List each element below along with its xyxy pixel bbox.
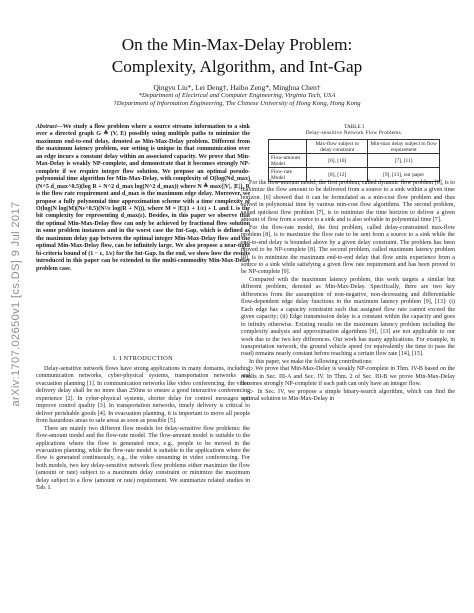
table-cell: Flow-amount Model (269, 154, 307, 168)
abstract-lead: Abstract (36, 124, 57, 130)
table-cell: [7], [11] (368, 154, 440, 168)
contribution-item: ▷ We prove that Min-Max-Delay is weakly NP-complete in Thm. IV-B based on the results in Sec. III-A and Sec. IV. In Thm. 2 of Sec. III-B we prove Min-Max-Delay becomes strongly NP-complete if each path can only have an integer flow. (241, 366, 455, 388)
right-paragraph-4: In this paper, we make the following contributions: (249, 358, 373, 365)
author-list: Qingyu Liu*, Lei Deng†, Haibo Zeng*, Minghua Chen† (153, 83, 321, 92)
abstract-text: —We study a flow problem where a source streams information to a sink over a directed graph G ≜ (V, E) possibly using multiple paths to minimize the maximum end-to-end delay, denoted as Min-Max-Delay problem. Different from the maximum latency problem, our setting is unique in that communication over an edge incurs a constant delay within an associated capacity. We prove that Min-Max-Delay is weakly NP-complete, and demonstrate that it becomes strongly NP-complete if we require integer flow solution. We propose an optimal pseudo-polynomial time algorithm for Min-Max-Delay, with complexity of O(log(Nd_max)(N^5 d_max^0.5)(log R + N^2 d_max log(N^2 d_max)) where N ≜ max{|V|, |E|}, R is the flow rate requirement and d_max is the maximum edge delay. Moreover, we propose a fully polynomial time approximation scheme with a time complexity of O(log(N log(M)(Nε^0.5)(N²/ε log(R + N))), where M = |E|(1 + 1/ε) + L and L is the bit complexity for representing d_max(ε). Besides, in this paper we observe that the optimal Min-Max-Delay flow can only be achieved by fractional flow solution in some problem instances and in the worst case the Int-Gap, which is defined as the maximum delay gap between the optimal integer Min-Max-Delay flow and the optimal Min-Max-Delay flow, can be infinitely large. We also propose a near-tight bi-criteria bound of (1 − ε, 1/ε) for the Int-Gap. In the end, we show how the results introduced in this paper can be extended to the multi-commodity Min-Max-Delay problem case. (36, 124, 250, 272)
table-cell: [9], [13], our paper (368, 168, 440, 182)
paper-title-line-1: On the Min-Max-Delay Problem: (121, 35, 353, 54)
arxiv-id: arXiv:1707.02650v1 [cs.DS] 9 Jul 2017 (10, 201, 22, 407)
table-cell: [6], [10] (307, 154, 368, 168)
affiliation-1: *Department of Electrical and Computer Engineering, Virginia Tech, USA (138, 92, 336, 99)
contribution-list (241, 366, 455, 403)
flow-problems-table (268, 139, 440, 182)
affiliation-2: †Department of Information Engineering, The Chinese University of Hong Kong, Hong Kong (113, 100, 361, 107)
table-header-cell: Min-max delay subject to flow requirement (368, 140, 440, 154)
introduction-body (36, 366, 250, 493)
table-header-cell (269, 140, 307, 154)
intro-paragraph-2: There are mainly two different flow models for delay-sensitive flow problems: the flow-amount model and the flow-rate model. The flow-amount model is suitable to the applications where the flow is generated once, e.g., people to be moved in the evacuation planning, while the flow-rate model is suitable to the applications where the flow is generated continuously, e.g., the video streaming in video conferencing. For both models, two key delay-sensitive network flow problems either maximize the flow (amount or rate) subject to a maximum delay constraint or minimize the maximum delay subject to a flow (amount or rate) requirement. We summarize related studies in Tab. I. (36, 425, 250, 492)
section-heading-introduction: I. I NTRODUCTION (112, 355, 173, 362)
paper-title-line-2: Complexity, Algorithm, and Int-Gap (111, 57, 363, 76)
abstract (36, 124, 250, 273)
table-header-row (269, 140, 440, 154)
table-caption-text: Delay-sensitive Network Flow Problems. (305, 130, 403, 136)
table-row (269, 154, 440, 168)
contribution-item: ▷ In Sec. IV, we propose a simple binary-search algorithm, which can find the optimal solution to Min-Max-Delay in (241, 388, 455, 403)
right-column-body (241, 180, 455, 404)
table-caption-label: TABLE I (343, 124, 365, 130)
right-paragraph-3: Compared with the maximum latency problem, this work targets a similar but different problem, denoted as Min-Max-Delay. Specifically, there are two key differences from the assumption of non-negative, non-decreasing and differentiable flow-dependent edge delay functions in the maximum latency problem [9], [13]: (i) Each edge has a capacity constraint such that assigned flow rate cannot exceed the given capacity; (ii) Edge transmission delay is a constant within the capacity and goes to infinity otherwise. Existing results on the maximum latency problem including the complexity analysis and approximation algorithms [9], [13] are not applicable to our work due to the two key differences. Our work has many applications. For example, in transportation network, the ground vehicle speed (or equivalently the time to pass the road) remains nearly constant before reaching a certain flow rate [14], [15]. (241, 276, 455, 358)
table-header-cell: Max-flow subject to delay constraint (307, 140, 368, 154)
abstract-paragraph (36, 124, 250, 273)
table-cell: [8], [12] (307, 168, 368, 182)
table-cell: Flow-rate Model (269, 168, 307, 182)
right-paragraph-2: For the flow-rate model, the first problem, called delay-constrained max-flow problem [8], is to maximize the flow rate to be sent from a source to a sink while the end-to-end delay is bounded above by a given delay constraint. The problem has been proved to be NP-complete [8]. The second problem, called maximum latency problem [9], is to minimize the maximum end-to-end delay that flow units experience from a source to a sink while satisfying a given flow rate requirement and has been proved to be NP-complete [9]. (241, 224, 455, 276)
arxiv-stamp (6, 140, 24, 470)
right-paragraph-1: For the flow-amount model, the first problem, called dynamic flow problem [6], is to maximize the flow amount to be delivered from a source to a sink within a given time horizon. [6] showed that it can be formulated as a min-cost flow problem and thus solved in polynomial time by various min-cost flow algorithms. The second problem, called quickest flow problem [7], is to minimize the time horizon to deliver a given amount of flow from a source to a sink and is also solvable in polynomial time [7]. (241, 180, 455, 224)
intro-paragraph-1: Delay-sensitive network flows have strong applications in many domains, including communication networks, cyber-physical systems, transportation networks and evacuation planning [1]. In communication networks like video conferencing, the video delivery delay shall be no more than 250ms to ensure a good interactive conferencing experience [2]. In cyber-physical systems, shorter delay for control messages can improve control quality [3]. In transportation networks, timely delivery is critical to deliver perishable goods [4]. In evacuation planning, it is important to move all people from hazardous areas to safe areas as soon as possible [5]. (36, 366, 250, 425)
